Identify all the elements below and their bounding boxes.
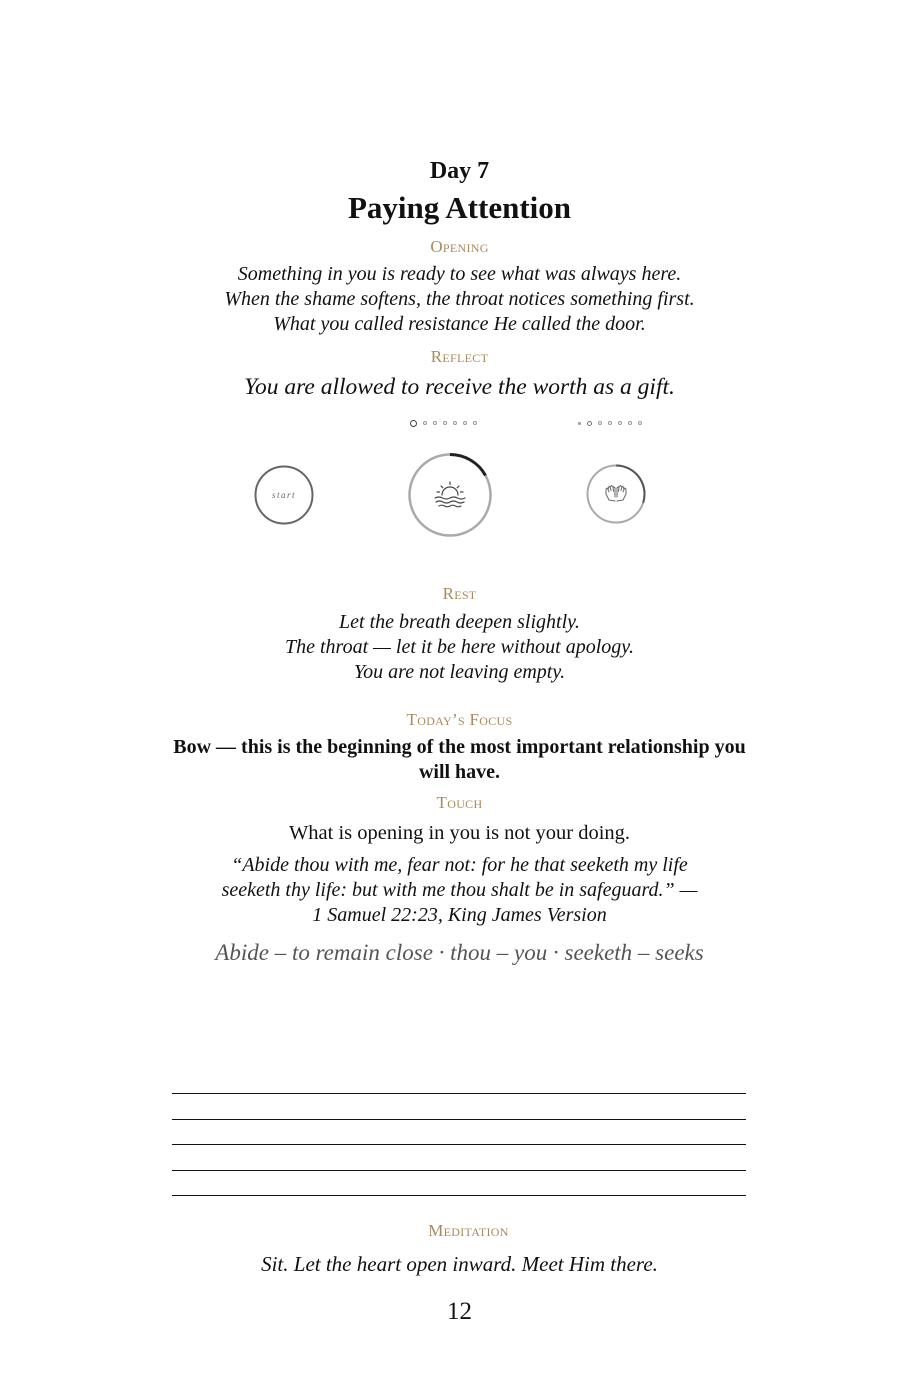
- opening-label: Opening: [430, 237, 489, 256]
- open-hands-icon: [606, 486, 626, 502]
- pager-dots-right[interactable]: [578, 418, 642, 428]
- scripture-verse: [0, 853, 919, 928]
- journal-line[interactable]: [172, 1195, 746, 1196]
- pager-dot[interactable]: [433, 421, 437, 425]
- journal-line[interactable]: [172, 1170, 746, 1171]
- verse-line: “Abide thou with me, fear not: for he that seeketh my life: [231, 854, 688, 876]
- main-timer[interactable]: [406, 451, 494, 539]
- page-number: 12: [447, 1298, 472, 1325]
- sunrise-icon: [435, 482, 465, 507]
- pager-dot-active[interactable]: [587, 421, 592, 426]
- main-progress-arc: [450, 455, 485, 476]
- rest-line: Let the breath deepen slightly.: [339, 611, 580, 633]
- secondary-timer[interactable]: [585, 463, 647, 525]
- verse-line: 1 Samuel 22:23, King James Version: [312, 904, 607, 926]
- pager-dot[interactable]: [618, 421, 622, 425]
- pager-dot[interactable]: [443, 421, 447, 425]
- pager-dot-active[interactable]: [410, 420, 417, 427]
- opening-line: Something in you is ready to see what was always here.: [237, 263, 682, 285]
- journal-line[interactable]: [172, 1144, 746, 1145]
- pager-dot[interactable]: [463, 421, 467, 425]
- pager-dot[interactable]: [578, 422, 581, 425]
- focus-label: Today’s Focus: [406, 710, 513, 729]
- pager-dot[interactable]: [598, 421, 602, 425]
- reflect-label: Reflect: [430, 347, 489, 366]
- pager-dot[interactable]: [423, 421, 427, 425]
- start-button[interactable]: [253, 464, 315, 526]
- rest-label: Rest: [442, 584, 477, 603]
- secondary-progress-arc: [616, 466, 645, 503]
- rest-line: You are not leaving empty.: [353, 661, 566, 683]
- focus-text: Bow — this is the beginning of the most important relationship you will have.: [173, 736, 746, 783]
- journal-line[interactable]: [172, 1119, 746, 1120]
- touch-text: What is opening in you is not your doing.: [288, 822, 631, 844]
- pager-dot[interactable]: [608, 421, 612, 425]
- page-title: Paying Attention: [347, 190, 572, 225]
- rest-line: The throat — let it be here without apology.: [284, 636, 635, 658]
- pager-dots-left[interactable]: [410, 418, 477, 428]
- meditation-text: Sit. Let the heart open inward. Meet Him there.: [261, 1252, 658, 1276]
- pager-dot[interactable]: [628, 421, 632, 425]
- pager-dot[interactable]: [638, 421, 642, 425]
- reflect-text: You are allowed to receive the worth as a gift.: [244, 374, 675, 400]
- opening-text: [0, 262, 919, 337]
- opening-line: When the shame softens, the throat notices something first.: [224, 288, 695, 310]
- touch-label: Touch: [436, 793, 483, 812]
- opening-line: What you called resistance He called the door.: [273, 313, 646, 335]
- start-label: start: [271, 490, 297, 500]
- verse-line: seeketh thy life: but with me thou shalt be in safeguard.” —: [221, 879, 698, 901]
- journal-line[interactable]: [172, 1093, 746, 1094]
- pager-dot[interactable]: [473, 421, 477, 425]
- pager-dot[interactable]: [453, 421, 457, 425]
- meditation-label: Meditation: [428, 1221, 509, 1240]
- day-number: Day 7: [429, 158, 490, 184]
- rest-text: [0, 610, 919, 685]
- word-gloss: Abide – to remain close · thou – you · seeketh – seeks: [215, 940, 704, 965]
